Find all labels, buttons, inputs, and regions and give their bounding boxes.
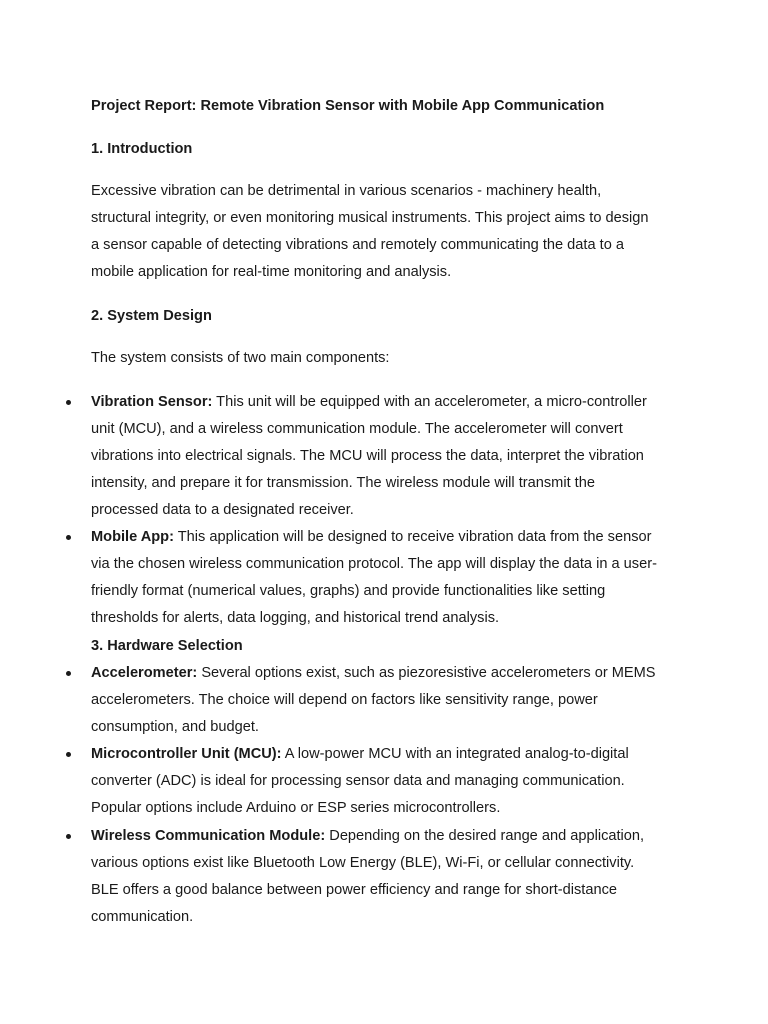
list-item-first-line (91, 741, 691, 768)
paragraph-line: vibrations into electrical signals. The MCU will process the data, interpret the vibration (91, 448, 644, 464)
paragraph-line: The system consists of two main components: (91, 350, 390, 366)
list-item-first-line (91, 823, 691, 850)
list-item-mcu (91, 741, 691, 822)
section-heading-system-design: 2. System Design (91, 308, 212, 324)
introduction-paragraph (91, 178, 691, 286)
paragraph-line: mobile application for real-time monitoring and analysis. (91, 264, 452, 280)
paragraph-line: converter (ADC) is ideal for processing sensor data and managing communication. (91, 773, 625, 789)
paragraph-line: various options exist like Bluetooth Low Energy (BLE), Wi-Fi, or cellular connectivity. (91, 855, 635, 871)
paragraph-line: BLE offers a good balance between power efficiency and range for short-distance (91, 882, 617, 898)
list-item-text: Several options exist, such as piezoresistive accelerometers or MEMS (197, 665, 656, 681)
list-item-text: This unit will be equipped with an accelerometer, a micro-controller (212, 394, 647, 410)
paragraph-line: processed data to a designated receiver. (91, 502, 354, 518)
list-item-first-line (91, 389, 691, 416)
paragraph-line: consumption, and budget. (91, 719, 259, 735)
paragraph-line: Excessive vibration can be detrimental in various scenarios - machinery health, (91, 183, 602, 199)
paragraph-line: communication. (91, 909, 194, 925)
paragraph-line: accelerometers. The choice will depend on factors like sensitivity range, power (91, 692, 598, 708)
section-heading-introduction: 1. Introduction (91, 141, 193, 157)
paragraph-line: a sensor capable of detecting vibrations and remotely communicating the data to a (91, 237, 624, 253)
list-item-text: This application will be designed to receive vibration data from the sensor (173, 529, 652, 545)
list-item-text: A low-power MCU with an integrated analog-to-digital (281, 746, 629, 762)
paragraph-line: structural integrity, or even monitoring musical instruments. This project aims to design (91, 210, 649, 226)
list-item-term: Wireless Communication Module: (91, 828, 326, 844)
list-item-term: Vibration Sensor: (91, 394, 213, 410)
paragraph-line: unit (MCU), and a wireless communication module. The accelerometer will convert (91, 421, 623, 437)
list-item-first-line (91, 524, 691, 551)
paragraph-line: via the chosen wireless communication protocol. The app will display the data in a user- (91, 556, 657, 572)
section-heading-hardware-selection: 3. Hardware Selection (91, 638, 243, 654)
list-item-term: Mobile App: (91, 529, 174, 545)
list-item-term: Microcontroller Unit (MCU): (91, 746, 282, 762)
list-item-text: Depending on the desired range and application, (325, 828, 645, 844)
list-item-term: Accelerometer: (91, 665, 198, 681)
list-item-mobile-app (91, 524, 691, 632)
bullet-icon (66, 671, 74, 679)
bullet-icon (66, 752, 74, 760)
list-item-wireless-module (91, 823, 691, 931)
list-item-first-line (91, 660, 691, 687)
system-design-intro (91, 345, 691, 372)
list-item-vibration-sensor (91, 389, 691, 524)
list-item-accelerometer (91, 660, 691, 741)
bullet-icon (66, 535, 74, 543)
paragraph-line: thresholds for alerts, data logging, and historical trend analysis. (91, 610, 500, 626)
paragraph-line: Popular options include Arduino or ESP series microcontrollers. (91, 800, 501, 816)
paragraph-line: intensity, and prepare it for transmission. The wireless module will transmit the (91, 475, 595, 491)
bullet-icon (66, 834, 74, 842)
paragraph-line: friendly format (numerical values, graphs) and provide functionalities like setting (91, 583, 606, 599)
document-title: Project Report: Remote Vibration Sensor with Mobile App Communication (91, 98, 605, 114)
bullet-icon (66, 400, 74, 408)
